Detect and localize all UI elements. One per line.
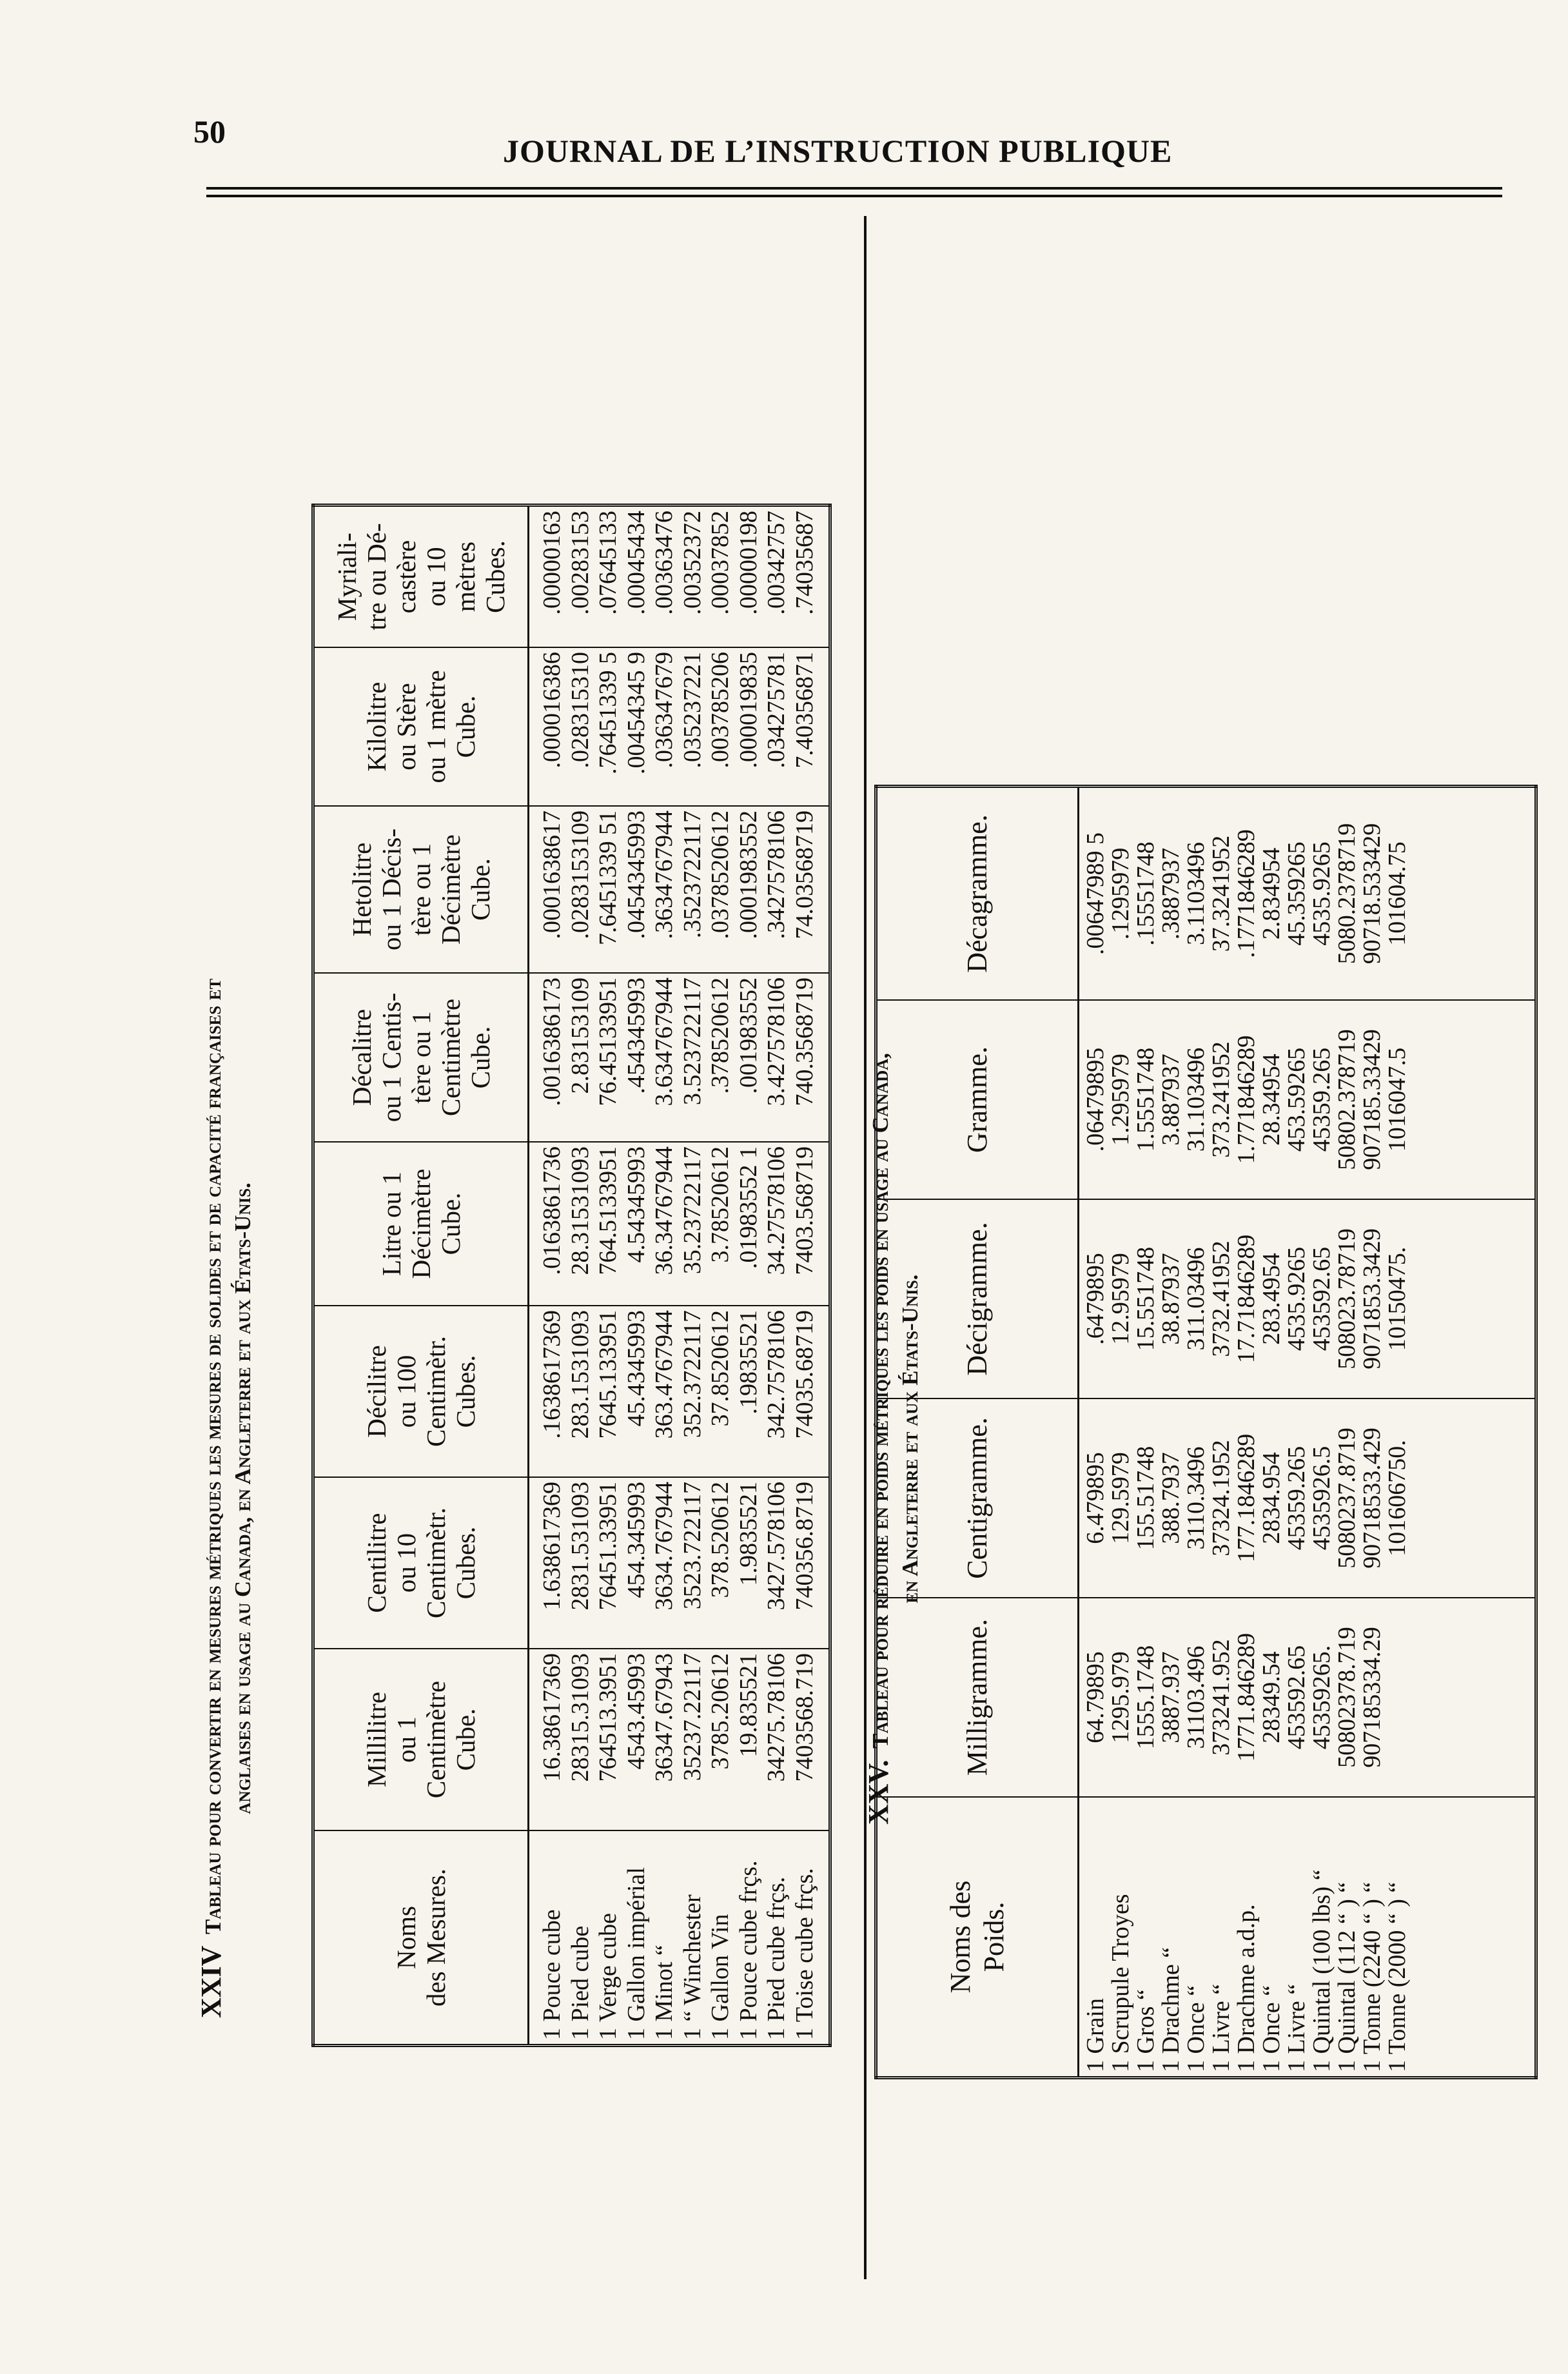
table25-number: XXV. (863, 1760, 894, 1825)
table24-caption (197, 979, 258, 2018)
t24-cell: .00283153 (566, 511, 594, 615)
t25-cell: 6.479895 (1082, 1452, 1109, 1544)
t25-row-name: 1 Once “ (1258, 1985, 1285, 2072)
t25-cell: 2834.954 (1258, 1452, 1285, 1544)
t25-col-header: Gramme. (876, 1000, 1079, 1199)
t24-col-header: Millilitre ou 1 Centimètre Cube. (313, 1649, 529, 1830)
t24-cell: .378520612 (707, 977, 734, 1094)
running-title: JOURNAL DE L’INSTRUCTION PUBLIQUE (503, 133, 1173, 169)
t24-cell: .034275781 (763, 652, 790, 769)
t24-names (529, 1830, 830, 2046)
t25-cell: 907185334.29 (1358, 1627, 1386, 1768)
t24-cell: 2831.531093 (566, 1482, 594, 1611)
t24-cell: 3523.722117 (678, 1482, 706, 1610)
t24-row-name: 1 Pouce cube frçs. (734, 1860, 762, 2040)
t25-cell: 5080.2378719 (1333, 823, 1360, 965)
t25-cell: 12.95979 (1107, 1253, 1134, 1345)
t25-col-header: Décagramme. (876, 787, 1079, 1001)
t24-row-name: 1 Pouce cube (538, 1909, 565, 2040)
t24-cell: .3634767944 (651, 810, 678, 939)
t24-cell: .00363476 (651, 511, 678, 615)
t24-col-values (529, 1306, 830, 1477)
t24-col-header: Hetolitre ou 1 Décis- tère ou 1 Décimètre Cube. (313, 806, 529, 973)
t25-row-name: 1 Tonne (2240 “ ) “ (1358, 1881, 1386, 2072)
t24-row-name: 1 Pied cube (566, 1925, 594, 2040)
table24-number: XXIV (195, 1945, 227, 2018)
t24-cell: .3523722117 (678, 810, 706, 939)
t25-cell: 155.51748 (1132, 1446, 1159, 1551)
table24-title-line2: anglaises en usage au Canada, en Angleterre et aux États-Unis. (230, 1182, 255, 1814)
t24-row-name: 1 Minot “ (651, 1945, 678, 2040)
t25-cell: 1.771846289 (1233, 1035, 1260, 1164)
t24-cell: 740.3568719 (790, 977, 818, 1106)
t24-col-values (529, 973, 830, 1142)
t24-cell: 16.38617369 (538, 1653, 565, 1782)
t25-cell: 283.4954 (1258, 1253, 1285, 1345)
t25-cell: 101606750. (1384, 1440, 1411, 1556)
t24-col-values (529, 806, 830, 973)
t24-cell: 7403.568719 (790, 1146, 818, 1275)
header-rule-top (206, 187, 1502, 190)
t24-cell: 2.83153109 (566, 977, 594, 1094)
t25-col-header: Décigramme. (876, 1199, 1079, 1398)
t25-cell (1385, 1602, 1410, 1792)
t24-cell: .0283153109 (566, 810, 594, 939)
t25-col-values (1079, 1000, 1536, 1199)
t25-row-name: 1 Grain (1082, 1997, 1109, 2072)
t24-cell: .00454345 9 (622, 652, 650, 774)
t24-cell: .1638617369 (538, 1310, 565, 1439)
t24-cell: 764.5133951 (594, 1146, 622, 1275)
t25-cell: 3.887937 (1157, 1054, 1184, 1146)
t25-col-values (1079, 1199, 1536, 1398)
t24-cell: 378.520612 (707, 1482, 734, 1598)
t25-cell: .6479895 (1082, 1253, 1109, 1345)
t24-cell: 35.23722117 (678, 1146, 706, 1275)
t24-cell: 3427.578106 (763, 1482, 790, 1611)
t24-cell: 3634.767944 (651, 1482, 678, 1611)
t24-cell: 45.4345993 (622, 1310, 650, 1427)
t24-row-name: 1 Toise cube frçs. (790, 1868, 818, 2040)
t25-cell: 101604.75 (1384, 841, 1411, 946)
t25-cell: 50802378.719 (1333, 1627, 1360, 1768)
t25-col-values (1079, 787, 1536, 1001)
t24-cell: 7.40356871 (790, 652, 818, 769)
table24 (311, 504, 832, 2047)
t24-cell: .035237221 (678, 652, 706, 769)
t24-cell: .001983552 (734, 977, 762, 1094)
t24-cell: 3.523722117 (678, 977, 706, 1106)
t25-row-name: 1 Drachme “ (1157, 1947, 1184, 2072)
t25-col-header: Noms des Poids. (876, 1797, 1079, 2078)
t25-cell: 45.359265 (1283, 841, 1310, 946)
t24-cell: 740356.8719 (790, 1482, 818, 1611)
t25-cell: 64.79895 (1082, 1651, 1109, 1743)
t24-cell: 34275.78106 (763, 1653, 790, 1782)
t25-cell: 3887.937 (1157, 1651, 1184, 1743)
t25-cell: .3887937 (1157, 847, 1184, 940)
t24-col-header: Myriali- tre ou Dé- castère ou 10 mètres Cubes. (313, 505, 529, 648)
page-number: 50 (193, 113, 226, 150)
t24-cell: .028315310 (566, 652, 594, 769)
t25-cell: 45359.265 (1283, 1446, 1310, 1551)
header-rule-bottom (206, 195, 1502, 197)
t25-cell: 17.71846289 (1233, 1234, 1260, 1364)
t24-cell: .0378520612 (707, 810, 734, 939)
t24-cell: .003785206 (707, 652, 734, 769)
t24-cell: 3785.20612 (707, 1653, 734, 1770)
t25-cell: 177.1846289 (1233, 1433, 1260, 1563)
t25-cell: 1771.846289 (1233, 1633, 1260, 1762)
t24-cell: .0163861736 (538, 1146, 565, 1275)
t24-cell: .454345993 (622, 977, 650, 1094)
t24-cell: 3.634767944 (651, 977, 678, 1106)
t24-row-name: 1 Gallon Vin (707, 1914, 734, 2040)
t25-cell: .1295979 (1107, 847, 1134, 940)
t25-cell: 907185.33429 (1358, 1029, 1386, 1170)
t24-cell: .00000163 (538, 511, 565, 615)
t25-col-values (1079, 1598, 1536, 1797)
t24-cell: .00352372 (678, 511, 706, 615)
t25-cell: 5080237.8719 (1333, 1427, 1360, 1569)
t24-cell: .000019835 (734, 652, 762, 769)
t25-cell: 31.103496 (1182, 1047, 1210, 1152)
t25-cell: 9071853.3429 (1358, 1228, 1386, 1369)
t24-cell: 74.03568719 (790, 810, 818, 939)
t24-cell: 76.45133951 (594, 977, 622, 1106)
t24-col-values (529, 505, 830, 648)
t24-cell: .74035687 (790, 511, 818, 615)
t24-cell: .000016386 (538, 652, 565, 769)
t24-cell: .19835521 (734, 1310, 762, 1415)
t24-cell: .3427578106 (763, 810, 790, 939)
t24-col-header: Décalitre ou 1 Centis- tère ou 1 Centimètre Cube. (313, 973, 529, 1142)
t25-cell: 1016047.5 (1384, 1047, 1411, 1152)
t25-cell: 1555.1748 (1132, 1645, 1159, 1750)
t25-cell: 90718533.429 (1358, 1427, 1386, 1569)
t24-cell: 342.7578106 (763, 1310, 790, 1439)
t24-cell: 74035.68719 (790, 1310, 818, 1439)
t25-cell: 28349.54 (1258, 1651, 1285, 1743)
t24-cell: 454.345993 (622, 1482, 650, 1598)
t25-cell: 10150475. (1384, 1246, 1411, 1351)
t25-row-name: 1 Livre “ (1283, 1983, 1310, 2072)
t25-cell: 4535.9265 (1283, 1246, 1310, 1351)
t24-cell: 764513.3951 (594, 1653, 622, 1782)
t25-row-name: 1 Quintal (112 “ ) “ (1333, 1881, 1360, 2072)
t24-col-values (529, 1477, 830, 1649)
t24-cell: 1.638617369 (538, 1482, 565, 1611)
t25-cell: 2.834954 (1258, 847, 1285, 940)
t25-cell: 3110.3496 (1182, 1446, 1210, 1550)
t25-cell: 453592.65 (1308, 1246, 1335, 1351)
t25-col-header: Milligramme. (876, 1598, 1079, 1797)
table25 (874, 785, 1538, 2079)
t25-col-header: Centigramme. (876, 1398, 1079, 1598)
t25-row-name: 1 Once “ (1182, 1985, 1210, 2072)
t25-cell: 45359.265 (1308, 1047, 1335, 1152)
t24-cell: .0001983552 (734, 810, 762, 939)
t25-cell: 38.87937 (1157, 1253, 1184, 1345)
t24-col-header: Noms des Mesures. (313, 1830, 529, 2046)
t24-cell: 4543.45993 (622, 1653, 650, 1770)
t25-names (1079, 1797, 1536, 2078)
t24-cell: .07645133 (594, 511, 622, 615)
t24-col-header: Kilolitre ou Stère ou 1 mètre Cube. (313, 647, 529, 806)
t24-cell: 37.8520612 (707, 1310, 734, 1427)
t24-col-header: Décilitre ou 100 Centimètr. Cubes. (313, 1306, 529, 1477)
t24-cell: 7.6451339 51 (594, 810, 622, 945)
t25-cell: 37324.1952 (1208, 1440, 1235, 1556)
t25-cell: 4535926.5 (1308, 1446, 1335, 1551)
t24-cell: .00045434 (622, 511, 650, 615)
t25-cell: 508023.78719 (1333, 1228, 1360, 1369)
t25-row-name: 1 Gros “ (1132, 1989, 1159, 2072)
t24-cell: 76451.33951 (594, 1482, 622, 1611)
t24-col-header: Centilitre ou 10 Centimètr. Cubes. (313, 1477, 529, 1649)
table25-title-line2: en Angleterre et aux États-Unis. (897, 1274, 923, 1604)
t25-cell: 37.3241952 (1208, 835, 1235, 952)
t25-cell: 311.03496 (1182, 1247, 1210, 1351)
t24-cell: 4.54345993 (622, 1146, 650, 1263)
t24-cell: .01983552 1 (734, 1146, 762, 1269)
t25-cell: 1.5551748 (1132, 1047, 1159, 1152)
t25-cell: 129.5979 (1107, 1452, 1134, 1544)
t24-col-values (529, 1649, 830, 1830)
t24-cell: 1.9835521 (734, 1482, 762, 1586)
t24-cell: .76451339 5 (594, 652, 622, 774)
table25-title-line1: Tableau pour réduire en poids métriques les poids en usage au Canada, (868, 1053, 893, 1749)
t24-cell: .036347679 (651, 652, 678, 769)
t25-row-name: 1 Livre “ (1208, 1983, 1235, 2072)
t25-row-name: 1 Tonne (2000 “ ) “ (1384, 1881, 1411, 2072)
t25-row-name: 1 Drachme a.d.p. (1233, 1904, 1260, 2072)
t25-cell: 50802.378719 (1333, 1029, 1360, 1170)
t25-cell: 3.1103496 (1182, 841, 1210, 946)
t24-cell: 7403568.719 (790, 1653, 818, 1782)
t24-cell: 283.1531093 (566, 1310, 594, 1439)
t25-cell: .1771846289 (1233, 829, 1260, 958)
t25-cell: 31103.496 (1182, 1645, 1210, 1749)
t25-row-name: 1 Quintal (100 lbs) “ (1308, 1869, 1335, 2072)
t25-cell: 453592.65 (1283, 1645, 1310, 1750)
t25-cell: .06479895 (1082, 1047, 1109, 1152)
t24-cell: 36347.67943 (651, 1653, 678, 1782)
t24-cell: .0016386173 (538, 977, 565, 1106)
t24-cell: 28315.31093 (566, 1653, 594, 1782)
t24-cell: 3.427578106 (763, 977, 790, 1106)
t25-cell: 1295.979 (1107, 1651, 1134, 1743)
t25-cell: 4535.9265 (1308, 841, 1335, 946)
t25-cell: 388.7937 (1157, 1452, 1184, 1544)
t24-cell: .00000198 (734, 511, 762, 615)
t24-cell: 3.78520612 (707, 1146, 734, 1263)
t24-col-header: Litre ou 1 Décimètre Cube. (313, 1142, 529, 1306)
t25-row-name: 1 Scrupule Troyes (1107, 1894, 1134, 2072)
t24-row-name: 1 Gallon impérial (622, 1867, 650, 2040)
t25-cell: 1.295979 (1107, 1054, 1134, 1146)
t24-col-values (529, 647, 830, 806)
t25-cell: .15551748 (1132, 841, 1159, 946)
t24-cell: 19.835521 (734, 1653, 762, 1758)
t24-row-name: 1 Verge cube (594, 1913, 622, 2040)
t24-cell: 34.27578106 (763, 1146, 790, 1275)
t25-cell: 90718.533429 (1358, 823, 1386, 965)
t25-cell: 3732.41952 (1208, 1241, 1235, 1357)
t25-cell: 28.34954 (1258, 1054, 1285, 1146)
t25-cell: .00647989 5 (1082, 832, 1109, 955)
t24-cell: 36.34767944 (651, 1146, 678, 1275)
t25-cell: 15.551748 (1132, 1246, 1159, 1351)
t25-col-values (1079, 1398, 1536, 1598)
t24-cell: 7645.133951 (594, 1310, 622, 1439)
t24-row-name: 1 “ Winchester (678, 1894, 706, 2040)
t24-cell: 363.4767944 (651, 1310, 678, 1439)
t24-cell: .00342757 (763, 511, 790, 615)
t25-cell: 373241.952 (1208, 1639, 1235, 1756)
t24-cell: 352.3722117 (678, 1310, 706, 1438)
t24-col-values (529, 1142, 830, 1306)
t24-cell: 35237.22117 (678, 1653, 706, 1781)
t24-cell: .0001638617 (538, 810, 565, 939)
t25-cell: 453.59265 (1283, 1047, 1310, 1152)
table24-title-line1: Tableau pour convertir en mesures métriques les mesures de solides et de capacité françaises et (201, 978, 226, 1935)
t25-cell: 373.241952 (1208, 1041, 1235, 1158)
t24-row-name: 1 Pied cube frçs. (763, 1876, 790, 2040)
t25-cell: 45359265. (1308, 1645, 1335, 1750)
t24-cell: 28.31531093 (566, 1146, 594, 1275)
t24-cell: .00037852 (707, 511, 734, 615)
t24-cell: .0454345993 (622, 810, 650, 939)
